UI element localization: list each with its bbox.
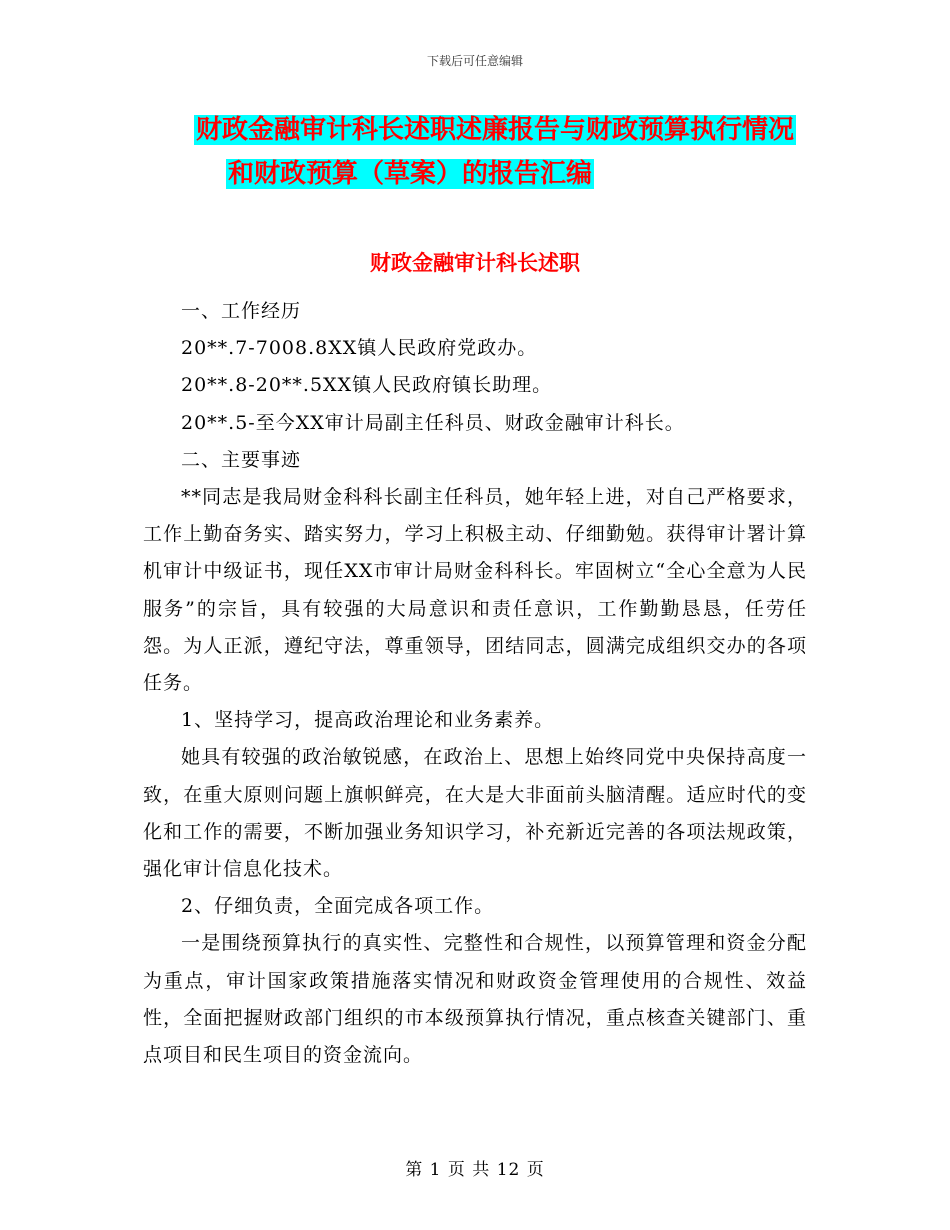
paragraph-work-entry-3: 20**.5-至今XX审计局副主任科员、财政金融审计科长。 — [181, 411, 685, 434]
paragraph-work-entry-2: 20**.8-20**.5XX镇人民政府镇长助理。 — [181, 374, 553, 397]
document-title-line-1 — [20, 112, 950, 148]
document-title-line-2-text: 和财政预算（草案）的报告汇编 — [227, 159, 592, 189]
section-title: 财政金融审计科长述职 — [370, 251, 580, 275]
paragraph-subheading-study: 1、坚持学习，提高政治理论和业务素养。 — [181, 709, 555, 732]
document-body — [143, 293, 807, 1074]
paragraph-main-deeds: **同志是我局财金科科长副主任科员，她年轻上进，对自己严格要求，工作上勤奋务实、踏实努力，学习上积极主动、仔细勤勉。获得审计署计算机审计中级证书，现任XX市审计局财金科科长。牢固树立“全心全意为人民服务”的宗旨，具有较强的大局意识和责任意识，工作勤勤恳恳，任劳任怨。为人正派，遵纪守法，尊重领导，团结同志，圆满完成组织交办的各项任务。 — [143, 486, 807, 695]
paragraph-study: 她具有较强的政治敏锐感，在政治上、思想上始终同党中央保持高度一致，在重大原则问题上旗帜鲜亮，在大是大非面前头脑清醒。适应时代的变化和工作的需要，不断加强业务知识学习，补充新近完善的各项法规政策，强化审计信息化技术。 — [143, 746, 807, 881]
paragraph-subheading-responsibility: 2、仔细负责，全面完成各项工作。 — [181, 895, 495, 918]
document-title-line-1-text: 财政金融审计科长述职述廉报告与财政预算执行情况 — [195, 115, 794, 145]
paragraph-heading-work-history: 一、工作经历 — [181, 300, 302, 322]
page-footer-indicator: 第 1 页 共 12 页 — [405, 1160, 545, 1180]
document-title-line-2 — [0, 156, 885, 192]
paragraph-work-entry-1: 20**.7-7008.8XX镇人民政府党政办。 — [181, 337, 538, 360]
page-header-note: 下载后可任意编辑 — [426, 54, 523, 68]
paragraph-heading-main-deeds: 二、主要事迹 — [181, 448, 302, 471]
paragraph-responsibility: 一是围绕预算执行的真实性、完整性和合规性，以预算管理和资金分配为重点，审计国家政策措施落实情况和财政资金管理使用的合规性、效益性，全面把握财政部门组织的市本级预算执行情况，重点核查关键部门、重点项目和民生项目的资金流向。 — [143, 932, 807, 1067]
